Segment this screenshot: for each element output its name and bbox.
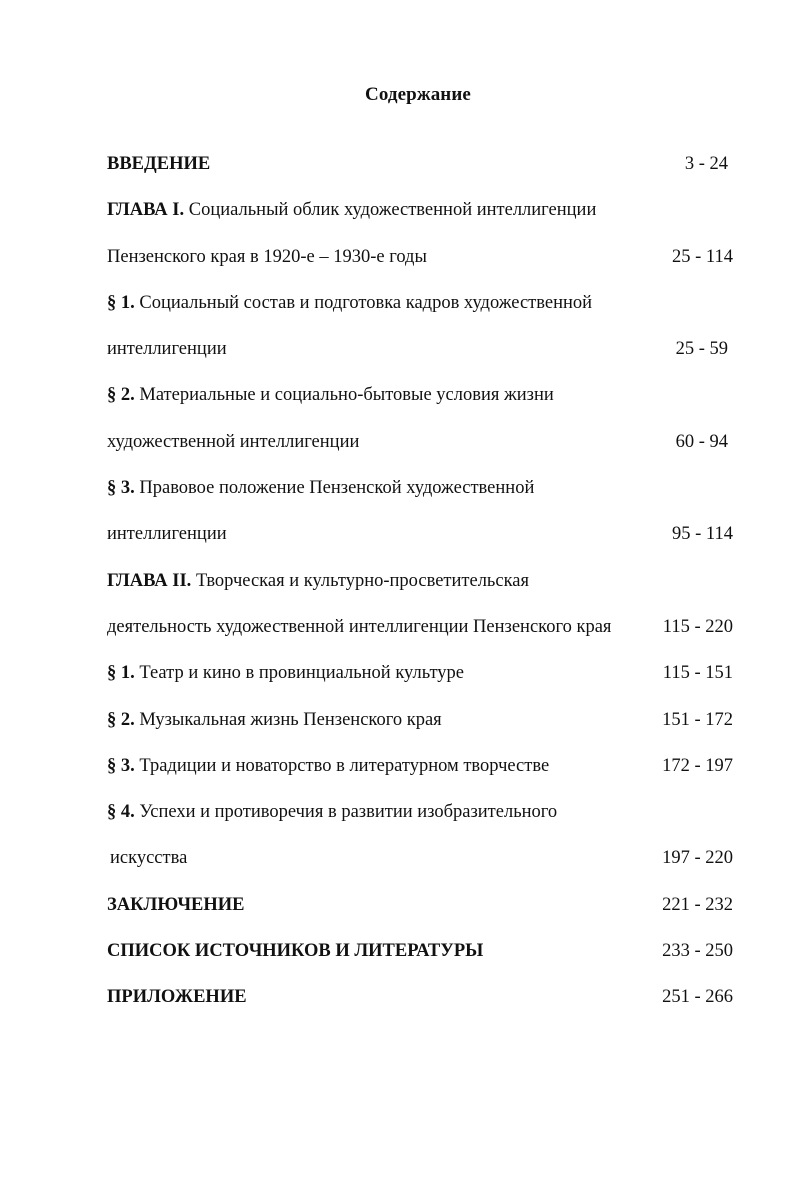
- toc-entry-label: [107, 978, 247, 1016]
- toc-entry-label: [107, 608, 611, 646]
- toc-entry-prefix: СПИСОК ИСТОЧНИКОВ И ЛИТЕРАТУРЫ: [107, 941, 484, 962]
- toc-entry-text: Социальный облик художественной интеллигенции: [184, 200, 597, 221]
- toc-entry-ch1-section-1-cont: [107, 330, 739, 376]
- toc-entry-label: [107, 932, 483, 970]
- toc-entry-chapter-1: [107, 191, 739, 237]
- toc-entry-pages: 233 - 250: [662, 941, 733, 962]
- toc-entry-pages: 25 - 114: [672, 246, 733, 267]
- toc-entry-text: Творческая и культурно-просветительская: [191, 570, 530, 591]
- toc-entry-prefix: ГЛАВА II.: [107, 570, 192, 591]
- toc-entry-ch1-section-3: [107, 469, 739, 515]
- toc-entry-pages: 172 - 197: [662, 755, 733, 776]
- table-of-contents: [107, 145, 739, 1025]
- toc-entry-text: Материальные и социально-бытовые условия жизни: [134, 385, 554, 406]
- toc-entry-chapter-1-cont: [107, 238, 739, 284]
- toc-entry-pages: 25 - 59: [675, 339, 728, 360]
- toc-entry-ch1-section-3-cont: [107, 515, 739, 561]
- toc-entry-text: Правовое положение Пензенской художественной: [134, 478, 535, 499]
- toc-entry-pages: 221 - 232: [662, 894, 733, 915]
- toc-entry-ch1-section-2-cont: [107, 423, 739, 469]
- toc-entry-pages: 115 - 220: [662, 616, 733, 637]
- toc-entry-pages: 251 - 266: [662, 987, 733, 1008]
- toc-entry-prefix: § 1.: [107, 663, 135, 684]
- toc-entry-ch2-section-4: [107, 793, 739, 839]
- toc-entry-ch2-section-1: [107, 654, 739, 700]
- toc-entry-text: художественной интеллигенции: [107, 431, 360, 452]
- toc-entry-text: Традиции и новаторство в литературном творчестве: [134, 755, 550, 776]
- toc-entry-conclusion: [107, 886, 739, 932]
- toc-entry-prefix: ВВЕДЕНИЕ: [107, 154, 211, 174]
- toc-entry-bibliography: [107, 932, 739, 978]
- toc-entry-appendix: [107, 978, 739, 1024]
- toc-entry-text: Пензенского края в 1920-е – 1930-е годы: [107, 246, 427, 267]
- toc-entry-prefix: § 1.: [107, 292, 135, 313]
- toc-entry-label: [107, 238, 427, 276]
- toc-entry-label: [110, 839, 187, 877]
- toc-entry-label: [107, 562, 529, 600]
- toc-entry-label: [107, 330, 227, 368]
- toc-entry-prefix: § 3.: [107, 478, 135, 499]
- toc-entry-ch2-section-2: [107, 701, 739, 747]
- toc-entry-pages: 60 - 94: [675, 431, 728, 452]
- toc-entry-introduction: [107, 145, 739, 191]
- toc-entry-pages: 3 - 24: [684, 154, 728, 174]
- toc-entry-text: интеллигенции: [107, 339, 227, 360]
- toc-entry-label: [107, 145, 210, 183]
- toc-entry-prefix: § 3.: [107, 755, 135, 776]
- toc-entry-ch2-section-4-cont: [107, 839, 739, 885]
- toc-entry-prefix: ПРИЛОЖЕНИЕ: [107, 987, 247, 1008]
- toc-entry-pages: 95 - 114: [672, 524, 733, 545]
- toc-entry-prefix: ГЛАВА I.: [107, 200, 185, 221]
- toc-entry-ch1-section-1: [107, 284, 739, 330]
- toc-entry-chapter-2-cont: [107, 608, 739, 654]
- toc-entry-label: [107, 747, 549, 785]
- toc-entry-pages: 197 - 220: [662, 848, 733, 869]
- toc-entry-label: [107, 469, 534, 507]
- toc-entry-text: интеллигенции: [107, 524, 227, 545]
- toc-entry-text: Театр и кино в провинциальной культуре: [134, 663, 465, 684]
- toc-entry-ch1-section-2: [107, 376, 739, 422]
- toc-entry-label: [107, 284, 592, 322]
- toc-entry-text: деятельность художественной интеллигенции Пензенского края: [107, 616, 612, 637]
- toc-entry-prefix: § 4.: [107, 802, 135, 823]
- toc-entry-text: Музыкальная жизнь Пензенского края: [134, 709, 442, 730]
- toc-entry-label: [107, 376, 554, 414]
- toc-entry-text: искусства: [110, 848, 188, 869]
- toc-entry-label: [107, 423, 359, 461]
- page-title: Содержание: [365, 84, 471, 105]
- toc-entry-text: Социальный состав и подготовка кадров художественной: [134, 292, 593, 313]
- toc-entry-label: [107, 701, 442, 739]
- toc-entry-ch2-section-3: [107, 747, 739, 793]
- toc-entry-pages: 115 - 151: [662, 663, 733, 684]
- toc-entry-prefix: § 2.: [107, 385, 135, 406]
- toc-entry-chapter-2: [107, 562, 739, 608]
- toc-entry-label: [107, 515, 227, 553]
- toc-entry-prefix: ЗАКЛЮЧЕНИЕ: [107, 894, 245, 915]
- toc-entry-label: [107, 793, 557, 831]
- toc-entry-text: Успехи и противоречия в развитии изобразительного: [134, 802, 558, 823]
- toc-entry-prefix: § 2.: [107, 709, 135, 730]
- toc-entry-label: [107, 654, 464, 692]
- toc-entry-label: [107, 191, 596, 229]
- toc-entry-pages: 151 - 172: [662, 709, 733, 730]
- toc-entry-label: [107, 886, 245, 924]
